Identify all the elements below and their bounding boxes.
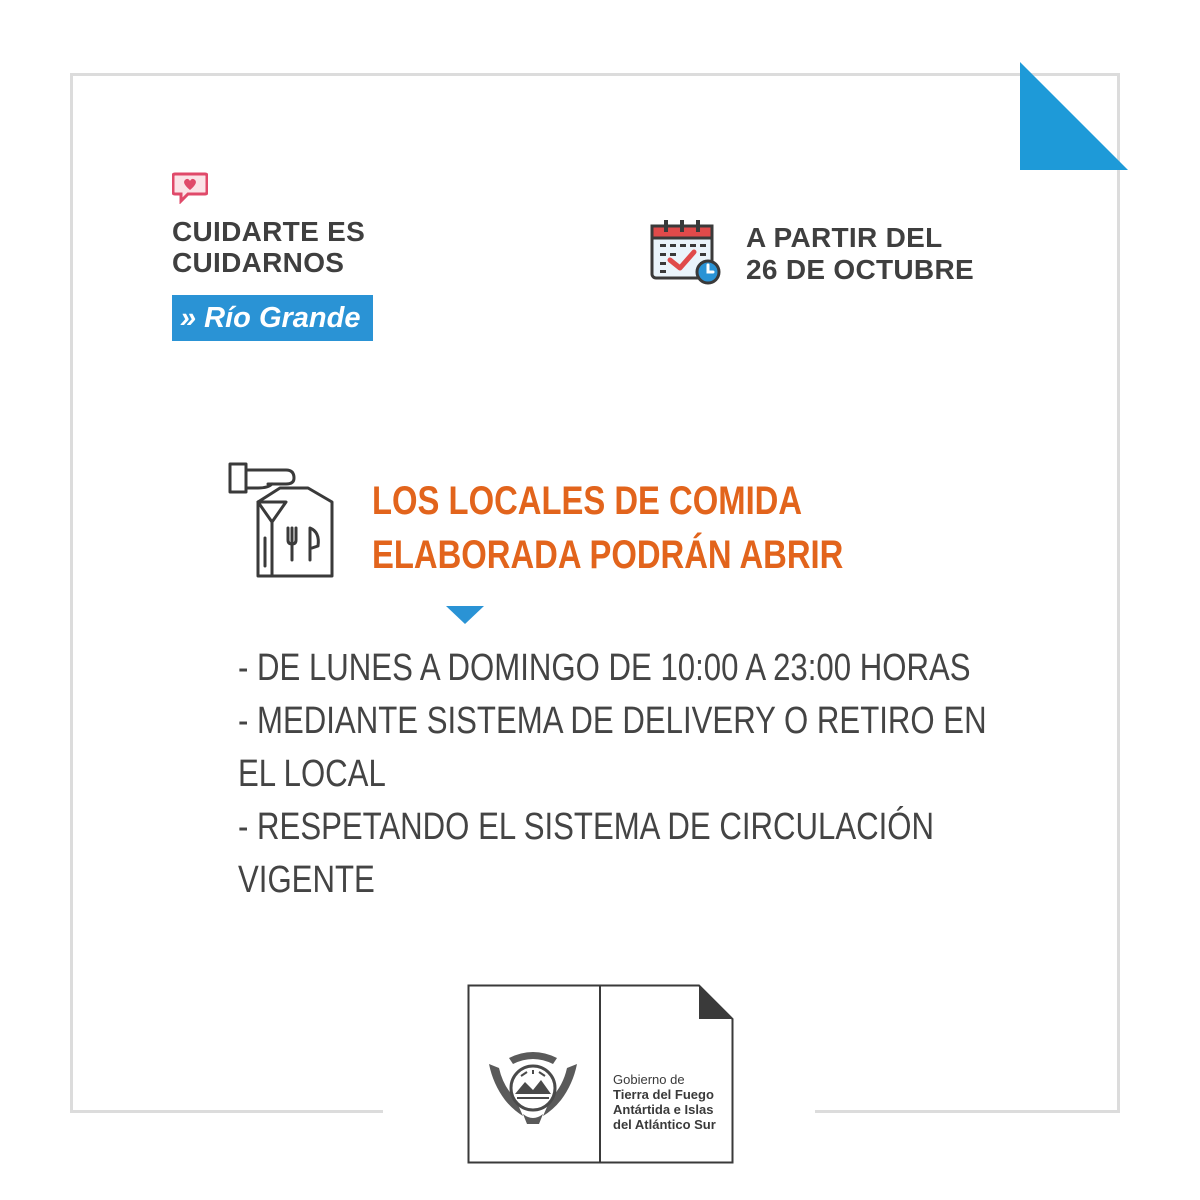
detail-line: VIGENTE	[238, 859, 375, 901]
corner-triangle-decoration	[1020, 62, 1130, 172]
date-line1: A PARTIR DEL	[746, 222, 943, 253]
down-triangle-icon	[446, 606, 484, 626]
details-list	[238, 642, 987, 907]
government-line4: del Atlántico Sur	[613, 1117, 716, 1132]
detail-line: EL LOCAL	[238, 753, 386, 795]
brand-title	[172, 216, 432, 278]
food-bag-icon	[228, 462, 344, 582]
headline	[372, 474, 844, 582]
frame-bottom-left	[70, 1110, 383, 1113]
headline-line2: ELABORADA PODRÁN ABRIR	[372, 533, 844, 577]
city-badge: » Río Grande	[172, 295, 373, 341]
detail-line: - DE LUNES A DOMINGO DE 10:00 A 23:00 HORAS	[238, 647, 971, 689]
brand-title-line1: CUIDARTE ES	[172, 216, 366, 247]
frame-left	[70, 73, 73, 1113]
government-line3: Antártida e Islas	[613, 1102, 714, 1117]
date-line2: 26 DE OCTUBRE	[746, 254, 974, 285]
frame-bottom-right	[815, 1110, 1120, 1113]
date-text	[746, 222, 1046, 286]
government-logo	[467, 984, 734, 1164]
detail-line: - MEDIANTE SISTEMA DE DELIVERY O RETIRO EN	[238, 700, 987, 742]
government-line1: Gobierno de	[613, 1072, 685, 1087]
brand-title-line2: CUIDARNOS	[172, 247, 345, 278]
calendar-check-icon	[650, 218, 722, 286]
government-line2: Tierra del Fuego	[613, 1087, 714, 1102]
government-text	[613, 1072, 731, 1132]
headline-line1: LOS LOCALES DE COMIDA	[372, 479, 803, 523]
detail-line: - RESPETANDO EL SISTEMA DE CIRCULACIÓN	[238, 806, 935, 848]
frame-top	[70, 73, 1120, 76]
frame-right	[1117, 73, 1120, 1113]
heart-speech-icon	[172, 172, 208, 204]
